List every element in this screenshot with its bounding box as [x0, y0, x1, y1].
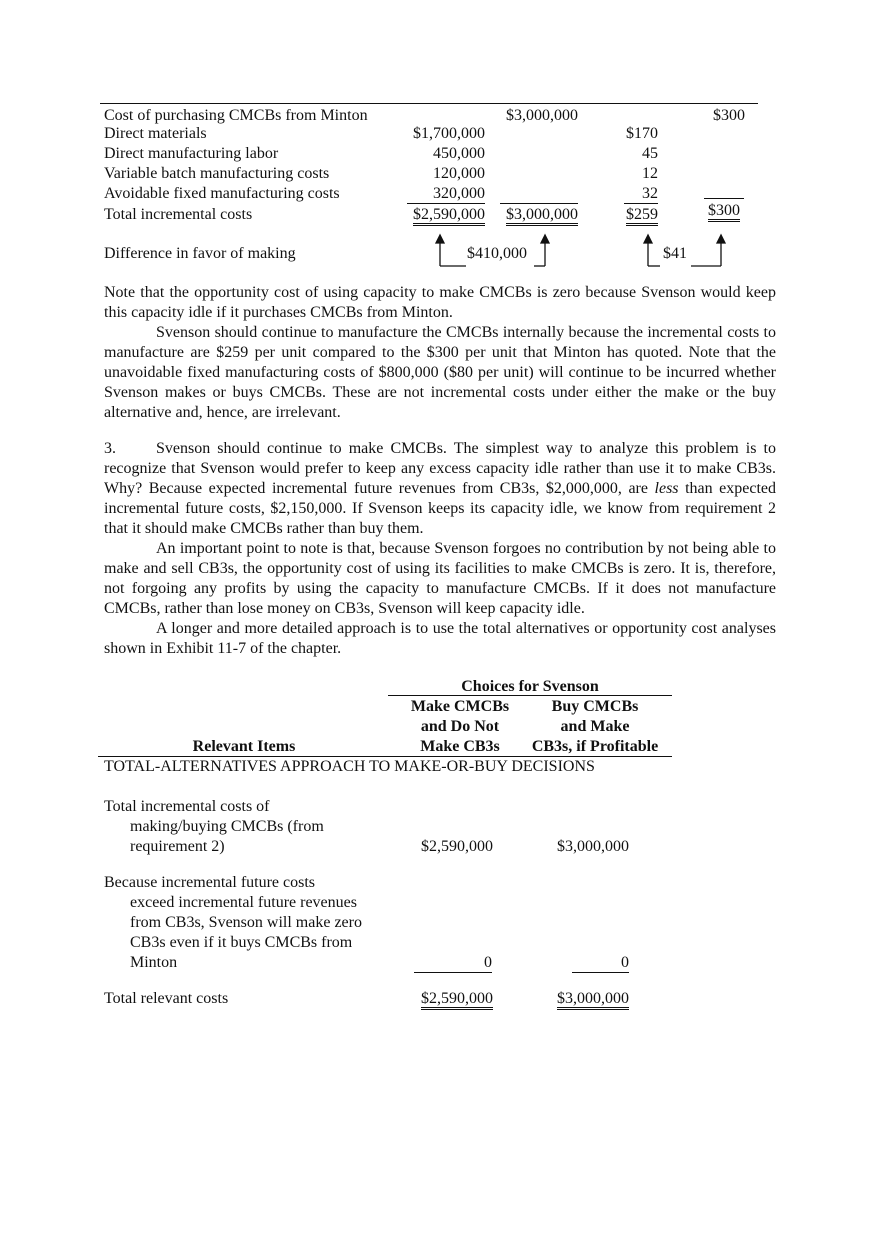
buy-unit-value: $300 — [713, 107, 745, 124]
buy-total-value: $3,000,000 — [530, 989, 629, 1009]
row-label: Variable batch manufacturing costs — [104, 165, 330, 182]
requirement-number: 3. — [104, 440, 116, 457]
emphasis: less — [654, 480, 679, 497]
buy-total-value: $3,000,000 — [506, 107, 578, 124]
buy-unit-value: $300 — [680, 201, 740, 221]
make-total-value: $2,590,000 — [400, 989, 493, 1009]
row-label: Direct materials — [104, 125, 207, 142]
make-total-value: $2,590,000 — [390, 205, 485, 225]
make-unit-value: 32 — [642, 185, 658, 202]
buy-value: 0 — [621, 954, 629, 971]
paragraph: Note that the opportunity cost of using capacity to make CMCBs is zero because Svenson would keep this capacity idle if it purchases CMCBs from Minton. — [104, 284, 776, 321]
difference-bracket-arrows — [0, 232, 880, 272]
requirement-3-block — [104, 439, 776, 659]
paragraph: A longer and more detailed approach is to use the total alternatives or opportunity cost analyses shown in Exhibit 11-7 of the chapter. — [104, 620, 776, 657]
make-total-value: 320,000 — [433, 185, 485, 202]
row-label: Avoidable fixed manufacturing costs — [104, 185, 340, 202]
subtotal-rule — [572, 972, 629, 973]
column-header-make: Make CMCBs and Do Not Make CB3s — [410, 698, 510, 755]
row-label: Direct manufacturing labor — [104, 145, 279, 162]
row-label: Cost of purchasing CMCBs from Minton — [104, 107, 368, 124]
paragraph: 3. Svenson should continue to make CMCBs. The simplest way to analyze this problem is to recognize that Svenson would prefer to keep any excess capacity idle rather than use it to make CB3s. Why? Because expected incremental future revenues from CB3s, $2,000,000, are less than expected incremental future costs, $2,150,000. If Svenson keeps its capacity idle, we know from requirement 2 that it should make CMCBs rather than buy them. — [104, 440, 777, 537]
paragraph: An important point to note is that, because Svenson forgoes no contribution by not being able to make and sell CB3s, the opportunity cost of using its facilities to make CMCBs is zero. It is, therefore, not forgoing any profits by using the capacity to manufacture CMCBs. If it does not manufacture CMCBs, rather than lose money on CB3s, Svenson will keep capacity idle. — [104, 540, 776, 617]
buy-value: $3,000,000 — [557, 838, 629, 855]
make-unit-value: 12 — [642, 165, 658, 182]
make-value: $2,590,000 — [421, 838, 493, 855]
section-title: TOTAL-ALTERNATIVES APPROACH TO MAKE-OR-BUY DECISIONS — [104, 758, 595, 775]
total-label: Total relevant costs — [104, 990, 229, 1007]
column-header-buy: Buy CMCBs and Make CB3s, if Profitable — [531, 698, 659, 755]
subtotal-rule — [704, 198, 744, 199]
row-label: Total incremental costs of making/buying CMCBs (from requirement 2) — [104, 798, 324, 855]
note-paragraph-block — [104, 283, 776, 423]
relevant-items-header: Relevant Items — [192, 738, 296, 755]
make-unit-value: $259 — [600, 205, 658, 225]
choices-header: Choices for Svenson — [461, 678, 599, 695]
difference-total-value: $410,000 — [467, 245, 527, 262]
subtotal-rule — [624, 203, 658, 204]
row-label: Because incremental future costs exceed incremental future revenues from CB3s, Svenson will make zero CB3s even if it buys CMCBs from Minton — [104, 874, 362, 971]
make-unit-value: $170 — [626, 125, 658, 142]
make-total-value: 450,000 — [433, 145, 485, 162]
difference-label: Difference in favor of making — [104, 245, 296, 262]
make-total-value: $1,700,000 — [413, 125, 485, 142]
row-label: Total incremental costs — [104, 206, 253, 223]
make-value: 0 — [484, 954, 492, 971]
choices-header-rule — [388, 695, 672, 696]
difference-unit-value: $41 — [663, 245, 687, 262]
subtotal-rule — [414, 972, 492, 973]
paragraph: Svenson should continue to manufacture the CMCBs internally because the incremental costs to manufacture are $259 per unit compared to the $300 per unit that Minton has quoted. Note that the unavoidable fixed manufacturing costs of $800,000 ($80 per unit) will continue to be incurred whether Svenson makes or buys CMCBs. These are not incremental costs under either the make or the buy alternative and, hence, are irrelevant. — [104, 324, 776, 421]
buy-total-value: $3,000,000 — [490, 205, 578, 225]
make-total-value: 120,000 — [433, 165, 485, 182]
top-rule — [100, 103, 758, 104]
make-unit-value: 45 — [642, 145, 658, 162]
subtotal-rule — [500, 203, 578, 204]
subtotal-rule — [407, 203, 485, 204]
